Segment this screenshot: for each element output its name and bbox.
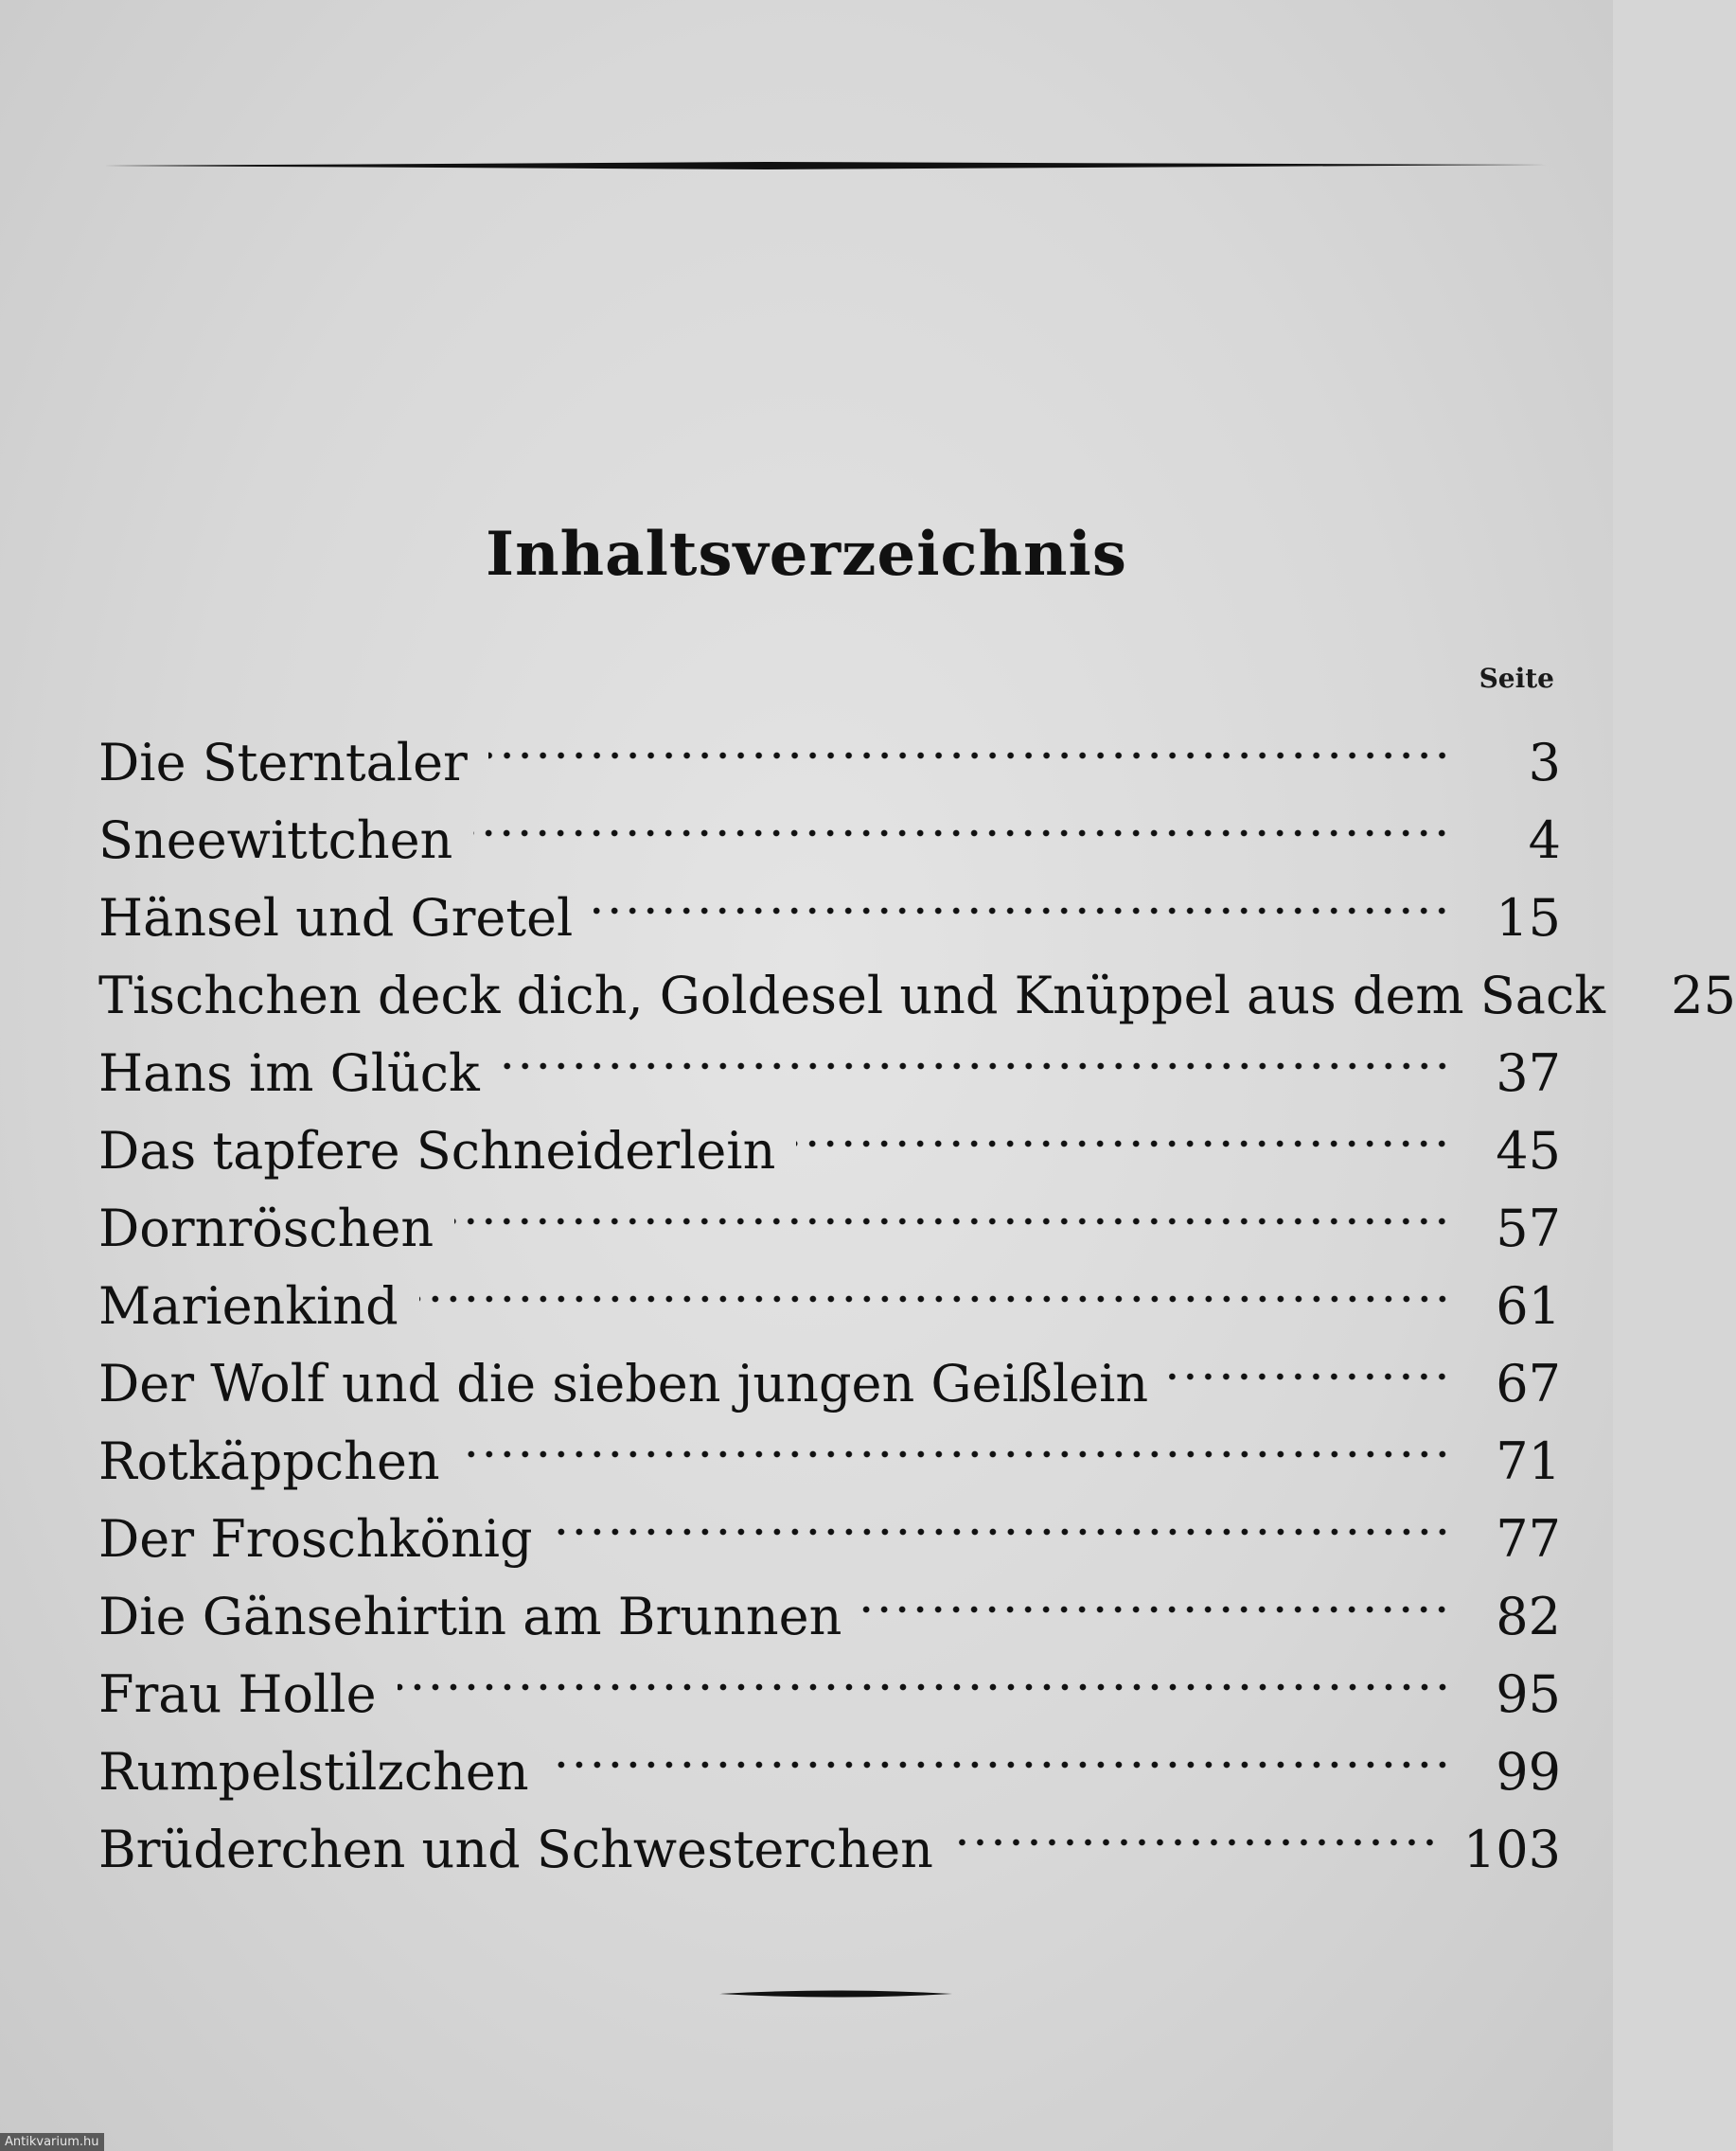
toc-entry-title: Sneewittchen xyxy=(98,810,453,870)
toc-entry xyxy=(98,935,1736,1025)
toc-entry-page: 82 xyxy=(1496,1587,1561,1646)
toc-entry-page: 99 xyxy=(1496,1742,1561,1802)
toc-entry-title: Der Froschkönig xyxy=(98,1509,533,1569)
toc-entry-page: 77 xyxy=(1496,1509,1561,1569)
dot-leader xyxy=(554,1479,1451,1556)
watermark: Antikvarium.hu xyxy=(0,2133,104,2151)
toc-entry xyxy=(98,858,1561,948)
dot-leader xyxy=(501,1013,1451,1091)
toc-entry-title: Tischchen deck dich, Goldesel und Knüppel aus dem Sack xyxy=(98,966,1605,1025)
dot-leader xyxy=(473,780,1451,858)
toc-entry xyxy=(98,1479,1561,1569)
dot-leader xyxy=(454,1168,1451,1246)
toc-entry xyxy=(98,1401,1561,1491)
toc-entry-page: 95 xyxy=(1496,1664,1561,1724)
toc-entry-title: Frau Holle xyxy=(98,1664,377,1724)
toc-entry-title: Hänsel und Gretel xyxy=(98,888,574,948)
toc-entry-page: 67 xyxy=(1496,1354,1561,1413)
toc-entry-page: 4 xyxy=(1528,810,1561,870)
dot-leader xyxy=(419,1246,1451,1324)
toc-entry xyxy=(98,1712,1561,1802)
dot-leader xyxy=(398,1634,1451,1712)
toc-entry-page: 25 xyxy=(1671,966,1736,1025)
toc-entry-title: Die Sterntaler xyxy=(98,733,468,792)
toc-entry-title: Dornröschen xyxy=(98,1199,434,1258)
toc-entry-title: Das tapfere Schneiderlein xyxy=(98,1121,776,1181)
toc-entry xyxy=(98,1634,1561,1724)
toc-entry xyxy=(98,1168,1561,1258)
toc-entry-page: 103 xyxy=(1462,1820,1561,1879)
toc-entry-page: 3 xyxy=(1528,733,1561,792)
toc-entry-title: Hans im Glück xyxy=(98,1043,480,1103)
dot-leader xyxy=(488,702,1451,780)
toc-entry-page: 45 xyxy=(1496,1121,1561,1181)
dot-leader xyxy=(593,858,1451,935)
toc-entry xyxy=(98,1246,1561,1336)
page-title: Inhaltsverzeichnis xyxy=(486,519,1127,590)
bottom-ornament-rule xyxy=(719,1988,952,2000)
toc-entry-title: Brüderchen und Schwesterchen xyxy=(98,1820,933,1879)
toc-entry-title: Rotkäppchen xyxy=(98,1431,440,1491)
table-of-contents xyxy=(98,702,1736,1879)
toc-entry xyxy=(98,780,1561,870)
toc-entry-title: Die Gänsehirtin am Brunnen xyxy=(98,1587,842,1646)
dot-leader xyxy=(862,1556,1451,1634)
toc-entry xyxy=(98,1091,1561,1181)
dot-leader xyxy=(550,1712,1451,1789)
toc-entry xyxy=(98,1324,1561,1413)
toc-entry-page: 37 xyxy=(1496,1043,1561,1103)
toc-entry-page: 15 xyxy=(1496,888,1561,948)
toc-entry xyxy=(98,1013,1561,1103)
page-column-label: Seite xyxy=(1479,663,1554,694)
top-rule xyxy=(104,161,1547,170)
dot-leader xyxy=(954,1789,1439,1867)
toc-entry-page: 61 xyxy=(1496,1276,1561,1336)
toc-entry xyxy=(98,1789,1561,1879)
toc-entry-page: 71 xyxy=(1496,1431,1561,1491)
dot-leader xyxy=(1169,1324,1451,1401)
toc-entry xyxy=(98,702,1561,792)
dot-leader xyxy=(461,1401,1451,1479)
toc-entry xyxy=(98,1556,1561,1646)
toc-entry-page: 57 xyxy=(1496,1199,1561,1258)
toc-entry-title: Der Wolf und die sieben jungen Geißlein xyxy=(98,1354,1149,1413)
toc-entry-title: Marienkind xyxy=(98,1276,399,1336)
toc-entry-title: Rumpelstilzchen xyxy=(98,1742,529,1802)
dot-leader xyxy=(796,1091,1451,1168)
